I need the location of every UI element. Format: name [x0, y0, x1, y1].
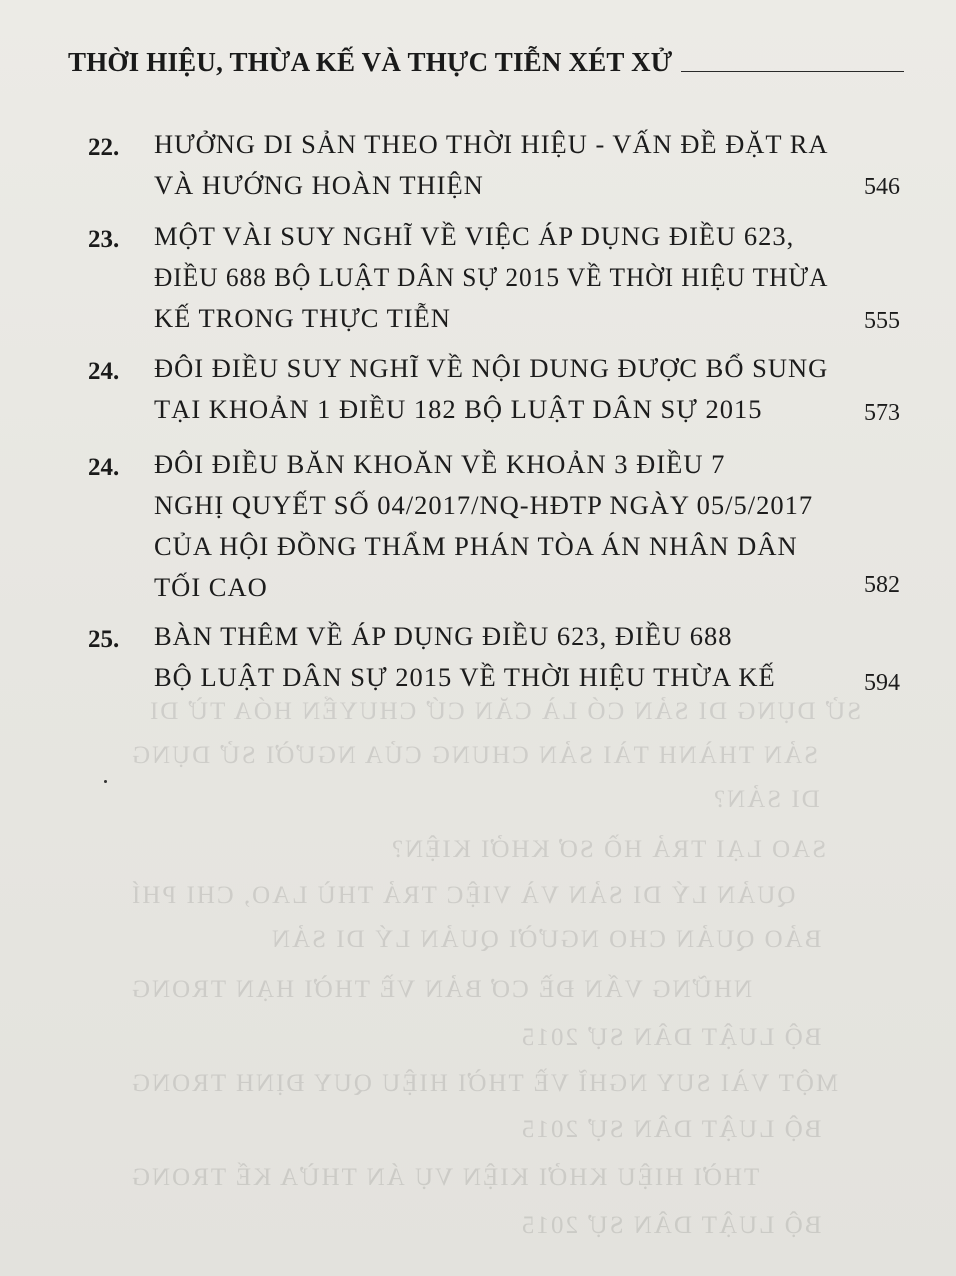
bleed-through-line: THỜI HIỆU KHỞI KIỆN VỤ ÁN THỪA KẾ TRONG — [130, 1164, 760, 1191]
running-head-title: THỜI HIỆU, THỪA KẾ VÀ THỰC TIỄN XÉT XỬ — [68, 47, 673, 77]
toc-entry-title-line: ĐÔI ĐIỀU BĂN KHOĂN VỀ KHOẢN 3 ĐIỀU 7 — [154, 449, 726, 479]
bleed-through-line: SỬ DỤNG DI SẢN CÓ LÀ CĂN CỨ CHUYỂN HÓA TỪ DI — [148, 698, 862, 725]
toc-entry-title-line: TỐI CAO — [154, 572, 268, 602]
toc-entry-title-line: MỘT VÀI SUY NGHĨ VỀ VIỆC ÁP DỤNG ĐIỀU 623, — [154, 221, 795, 251]
toc-entry-title-line: TẠI KHOẢN 1 ĐIỀU 182 BỘ LUẬT DÂN SỰ 2015 — [154, 394, 763, 424]
toc-entry-page-number: 594 — [864, 670, 900, 696]
bleed-through-line: SẢN THÀNH TÀI SẢN CHUNG CỦA NGƯỜI SỬ DỤNG — [130, 742, 818, 769]
toc-entry-number: 23. — [88, 226, 120, 253]
toc-entry-page-number: 546 — [864, 174, 900, 200]
toc-entry-title-line: KẾ TRONG THỰC TIỄN — [154, 303, 451, 333]
toc-entry-title-line: BỘ LUẬT DÂN SỰ 2015 VỀ THỜI HIỆU THỪA KẾ — [154, 662, 776, 692]
bleed-through-line: QUẢN LÝ DI SẢN VÀ VIỆC TRẢ THÙ LAO, CHI PHÍ — [130, 882, 796, 909]
toc-entry-title — [154, 616, 828, 698]
toc-entry-title — [154, 348, 828, 430]
toc-entry-title-line: NGHỊ QUYẾT SỐ 04/2017/NQ-HĐTP NGÀY 05/5/2017 — [154, 490, 814, 520]
bleed-through-line: BỘ LUẬT DÂN SỰ 2015 — [520, 1212, 822, 1239]
toc-entry-title-line: CỦA HỘI ĐỒNG THẨM PHÁN TÒA ÁN NHÂN DÂN — [154, 531, 798, 561]
bleed-through-line: BẢO QUẢN CHO NGƯỜI QUẢN LÝ DI SẢN — [270, 926, 822, 953]
toc-entry-page-number: 555 — [864, 308, 900, 334]
toc-entry-page-number: 582 — [864, 572, 900, 598]
ink-speck — [104, 780, 107, 783]
bleed-through-line: MỘT VÀI SUY NGHĨ VỀ THỜI HIỆU QUY ĐỊNH TRONG — [130, 1070, 839, 1097]
toc-entry-title-line: ĐÔI ĐIỀU SUY NGHĨ VỀ NỘI DUNG ĐƯỢC BỔ SUNG — [154, 353, 829, 383]
toc-entry-title-line: BÀN THÊM VỀ ÁP DỤNG ĐIỀU 623, ĐIỀU 688 — [154, 621, 733, 651]
toc-entry-page-number: 573 — [864, 400, 900, 426]
bleed-through-line: NHỮNG VẤN ĐỀ CƠ BẢN VỀ THỜI HẠN TRONG — [130, 976, 753, 1003]
toc-entry-title-line: VÀ HƯỚNG HOÀN THIỆN — [154, 170, 484, 200]
toc-entry-title — [154, 124, 828, 206]
toc-entry-title — [154, 444, 828, 608]
toc-entry-number: 22. — [88, 134, 120, 161]
toc-entry-title-line: HƯỞNG DI SẢN THEO THỜI HIỆU - VẤN ĐỀ ĐẶT RA — [154, 129, 829, 159]
toc-entry-title — [154, 216, 828, 339]
bleed-through-line: BỘ LUẬT DÂN SỰ 2015 — [520, 1024, 822, 1051]
toc-entry-number: 24. — [88, 358, 120, 385]
bleed-through-line: DI SẢN? — [712, 786, 820, 813]
bleed-through-line: BỘ LUẬT DÂN SỰ 2015 — [520, 1116, 822, 1143]
toc-entry-title-line: ĐIỀU 688 BỘ LUẬT DÂN SỰ 2015 VỀ THỜI HIỆU THỪA — [154, 262, 829, 292]
toc-entry-number: 25. — [88, 626, 120, 653]
toc-entry-number: 24. — [88, 454, 120, 481]
bleed-through-line: SAO LẠI TRẢ HỒ SƠ KHỞI KIỆN? — [390, 836, 827, 863]
